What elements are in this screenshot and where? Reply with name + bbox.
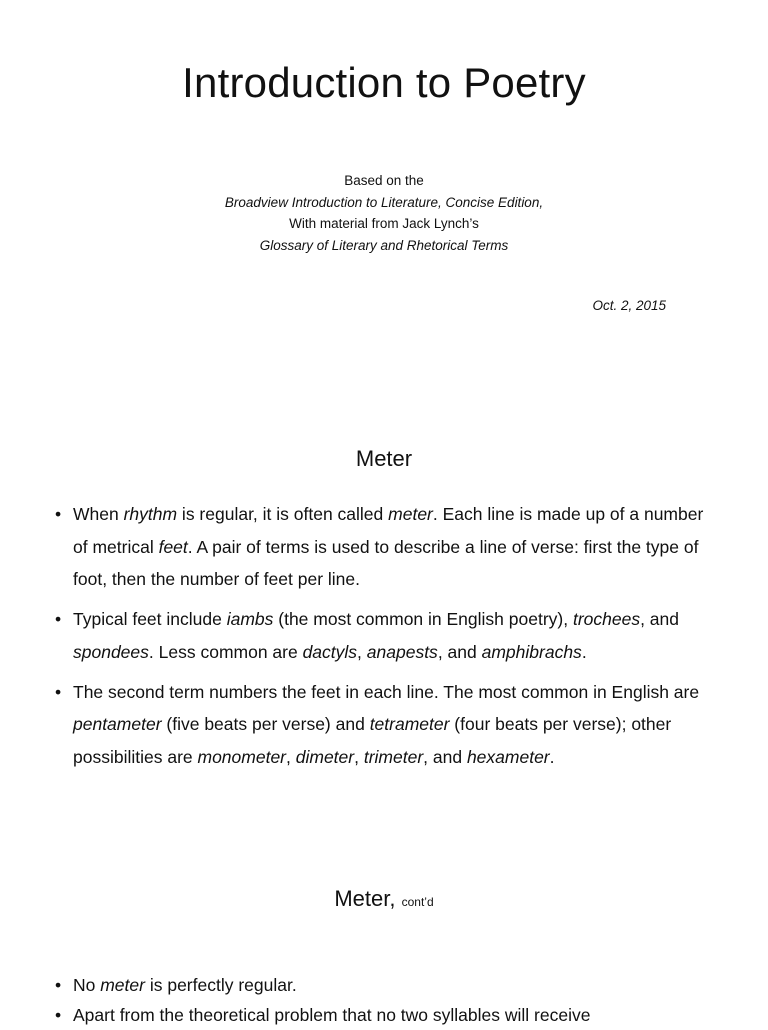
source-credits bbox=[0, 170, 768, 256]
presentation-title: Introduction to Poetry bbox=[182, 59, 586, 106]
list-item bbox=[55, 676, 715, 774]
emphasis-term: anapests bbox=[366, 641, 438, 662]
emphasis-term: dimeter bbox=[295, 746, 355, 767]
text-run: , and bbox=[423, 746, 467, 767]
emphasis-term: rhythm bbox=[123, 504, 178, 524]
text-run: When bbox=[73, 504, 124, 524]
text-run: . Less common are bbox=[148, 641, 303, 662]
with-material-text: With material from Jack Lynch’s bbox=[289, 216, 479, 231]
emphasis-term: spondees bbox=[73, 641, 149, 662]
bullet-marker: • bbox=[55, 681, 62, 702]
list-item bbox=[55, 1000, 715, 1030]
text-run: Typical feet include bbox=[73, 609, 227, 630]
emphasis-term: amphibrachs bbox=[481, 641, 582, 662]
heading-text: Meter, bbox=[334, 886, 396, 911]
text-run: . Each line is made up of a number of metrical bbox=[73, 504, 704, 557]
text-run: (four beats per verse); other possibilities are bbox=[73, 714, 672, 767]
glossary-title: Glossary of Literary and Rhetorical Terms bbox=[259, 237, 509, 253]
emphasis-term: trimeter bbox=[363, 746, 424, 767]
bullet-list bbox=[55, 970, 715, 1030]
emphasis-term: tetrameter bbox=[369, 714, 450, 735]
meter-contd-slide bbox=[0, 830, 768, 1024]
bullet-marker: • bbox=[55, 975, 62, 995]
text-run: is regular, it is often called bbox=[177, 504, 389, 524]
text-run: , bbox=[286, 746, 296, 767]
text-run: No bbox=[73, 975, 101, 995]
based-on-text: Based on the bbox=[344, 173, 424, 188]
meter-slide bbox=[0, 390, 768, 830]
emphasis-term: trochees bbox=[572, 609, 641, 630]
emphasis-term: meter bbox=[100, 975, 145, 995]
text-run: , and bbox=[437, 641, 482, 662]
emphasis-term: feet bbox=[158, 536, 188, 557]
emphasis-term: dactyls bbox=[302, 641, 358, 662]
text-run: is perfectly regular. bbox=[144, 975, 297, 995]
heading-continued-label: cont’d bbox=[401, 895, 434, 909]
text-run: . bbox=[549, 746, 555, 767]
list-item bbox=[55, 498, 715, 596]
text-run: The second term numbers the feet in each line. The most common in English are bbox=[73, 681, 700, 702]
emphasis-term: monometer bbox=[197, 746, 287, 767]
text-run: . A pair of terms is used to describe a line of verse: first the type of foot, then the number of feet per line. bbox=[73, 536, 699, 590]
bullet-marker: • bbox=[55, 504, 62, 524]
text-run: , bbox=[357, 641, 367, 662]
emphasis-term: iambs bbox=[226, 609, 274, 630]
text-run: , and bbox=[640, 609, 680, 630]
list-item bbox=[55, 970, 715, 1000]
text-run: Apart from the theoretical problem that no two syllables will receive bbox=[73, 1005, 591, 1025]
emphasis-term: pentameter bbox=[73, 714, 162, 735]
presentation-date: Oct. 2, 2015 bbox=[592, 298, 666, 313]
bullet-marker: • bbox=[55, 609, 62, 630]
title-slide bbox=[0, 0, 768, 390]
text-run: (five beats per verse) and bbox=[161, 714, 370, 735]
slide-heading: Meter bbox=[355, 446, 413, 471]
text-run: (the most common in English poetry), bbox=[273, 609, 573, 630]
slide-heading bbox=[0, 884, 768, 917]
text-run: . bbox=[581, 641, 587, 662]
list-item bbox=[55, 603, 715, 668]
text-run: , bbox=[354, 746, 364, 767]
emphasis-term: meter bbox=[388, 504, 433, 524]
emphasis-term: hexameter bbox=[466, 746, 550, 767]
bullet-list bbox=[55, 498, 715, 781]
bullet-marker: • bbox=[55, 1005, 62, 1025]
book-title: Broadview Introduction to Literature, Concise Edition, bbox=[224, 194, 544, 210]
